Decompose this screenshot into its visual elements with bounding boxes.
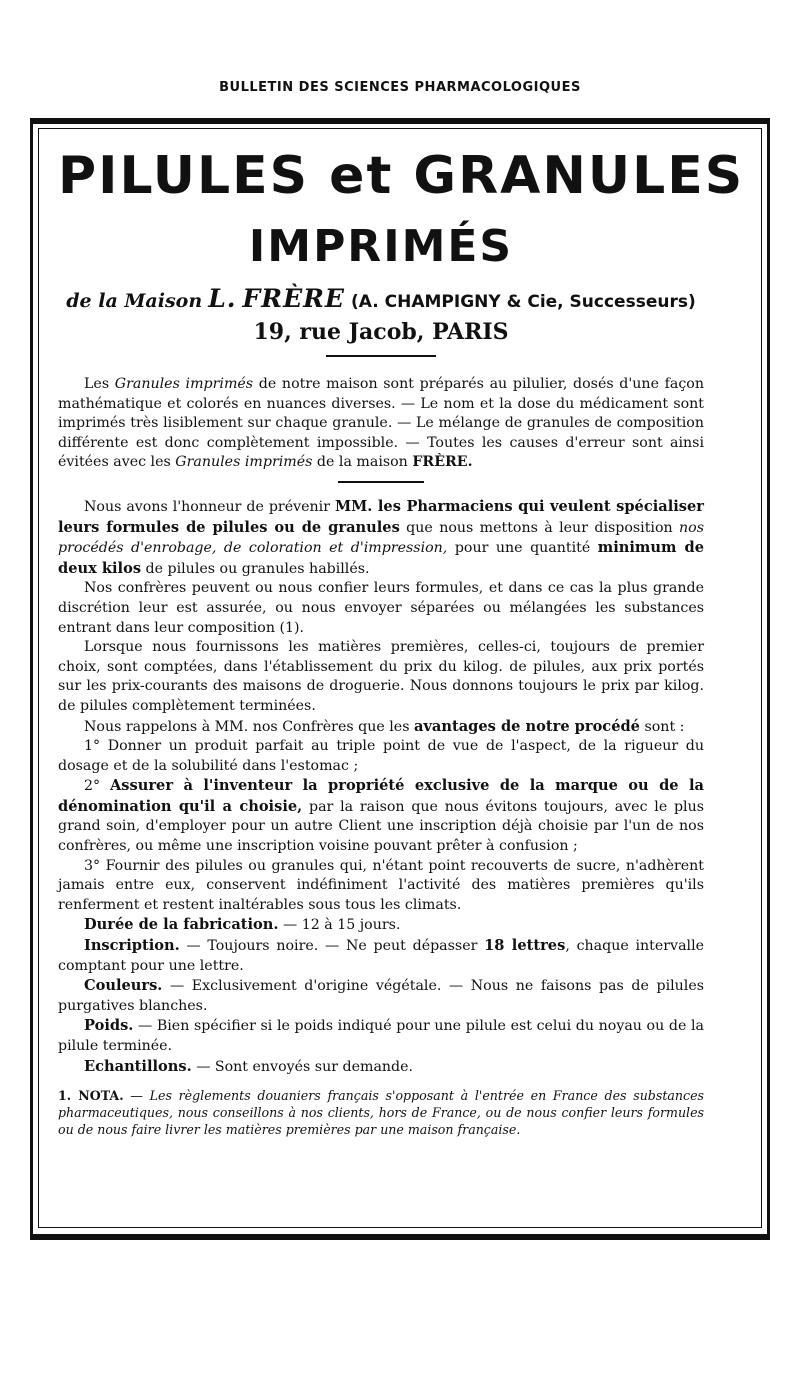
advantage-item-2 xyxy=(58,776,704,856)
intro-italic-2: Granules imprimés xyxy=(175,454,313,471)
advantage-item-3: 3° Fournir des pilules ou granules qui, n'étant point recouverts de sucre, n'adhèrent jamais entre eux, conservent indéfiniment l'activité des matières premières qu'ils renferment et restent inaltérables sous tous les climats. xyxy=(58,857,704,913)
intro-text-2: de notre maison sont préparés au pilulier, dosés d'une façon mathématique et colorés en nuances diverses. — Le nom et la dose du médicament sont imprimés très lisiblement sur chaque granule. — Le mélange de granules de composition différente est donc complètement impossible. — Toutes les causes d'erreur sont ainsi évitées avec les xyxy=(58,376,704,471)
inscription-text-2: , chaque intervalle comptant pour une lettre. xyxy=(58,938,705,974)
nota-label: 1. NOTA. xyxy=(58,1088,124,1104)
advantage-item-1: 1° Donner un produit parfait au triple point de vue de l'aspect, de la rigueur du dosage et de la solubilité dans l'estomac ; xyxy=(58,738,704,774)
couleurs-text: — Exclusivement d'origine végétale. — Nous ne faisons pas de pilules purgatives blanches. xyxy=(58,978,704,1014)
running-head: BULLETIN DES SCIENCES PHARMACOLOGIQUES xyxy=(219,80,581,95)
intro-italic-1: Granules imprimés xyxy=(114,376,254,392)
p4-text-1: Nous rappelons à MM. nos Confrères que les xyxy=(84,718,414,735)
p1-text-3: pour une quantité xyxy=(447,540,598,557)
p4-text-2: sont : xyxy=(639,718,685,735)
p1-italic-1: nos procédés d'enrobage, de coloration et d'impression, xyxy=(58,519,704,557)
poids-text: — Bien spécifier si le poids indiqué pour une pilule est celui du noyau ou de la pilule terminée. xyxy=(58,1018,704,1054)
intro-bold-1: FRÈRE. xyxy=(412,454,473,471)
item2-text-1: 2° xyxy=(84,778,110,795)
maison-prefix: de la Maison xyxy=(66,290,203,312)
paragraph-pharmaciens xyxy=(58,497,704,579)
maison-name: FRÈRE xyxy=(242,284,345,313)
advertisement-content xyxy=(58,140,745,1151)
couleurs-line xyxy=(58,976,704,1016)
echantillons-label: Echantillons. xyxy=(84,1057,192,1075)
echantillons-text: — Sont envoyés sur demande. xyxy=(191,1058,414,1075)
headline-line-1: PILULES et GRANULES xyxy=(58,146,745,206)
item2-text-2: par la raison que nous évitons toujours, avec le plus grand soin, d'employer pour un autre Client une inscription déjà choisie par l'un de nos confrères, ou même une inscription voisine pouvant prêter à confusion ; xyxy=(58,798,705,855)
intro-text-3: de la maison xyxy=(312,454,413,471)
p4-bold-1: avantages de notre procédé xyxy=(413,717,640,735)
echantillons-line xyxy=(58,1057,704,1078)
headline-line-2: IMPRIMÉS xyxy=(248,221,514,272)
nota-text: — Les règlements douaniers français s'opposant à l'entrée en France des substances pharmaceutiques, nous conseillons à nos clients, hors de France, ou de nous confier leurs formules ou de nous faire livrer les matières premières par une maison française. xyxy=(58,1088,704,1138)
paragraph-confreres: Nos confrères peuvent ou nous confier leurs formules, et dans ce cas la plus grande discrétion leur est assurée, ou nous envoyer séparées ou mélangées les substances entrant dans leur composition (1). xyxy=(58,580,704,636)
inscription-bold-1: 18 lettres xyxy=(484,937,566,955)
poids-label: Poids. xyxy=(84,1017,134,1035)
duree-text: — 12 à 15 jours. xyxy=(278,917,401,934)
footnote-nota xyxy=(58,1087,704,1138)
inscription-line xyxy=(58,936,704,976)
p1-text-2: que nous mettons à leur disposition xyxy=(399,519,680,536)
intro-paragraph xyxy=(58,375,704,473)
paragraph-avantages xyxy=(58,717,704,738)
address: 19, rue Jacob, PARIS xyxy=(253,319,509,345)
p1-bold-1: MM. les Pharmaciens qui veulent spécialiser leurs formules de pilules ou de granules xyxy=(58,497,704,536)
divider-rule-small xyxy=(338,481,424,483)
item2-bold-1: Assurer à l'inventeur la propriété exclusive de la marque ou de la dénomination qu'il a choisie, xyxy=(58,777,704,815)
p1-text-1: Nous avons l'honneur de prévenir xyxy=(84,498,335,515)
inscription-label: Inscription. xyxy=(84,937,180,955)
intro-text-1: Les xyxy=(84,376,115,392)
maison-line xyxy=(58,284,704,313)
p1-bold-2: minimum de deux kilos xyxy=(58,539,704,577)
p1-text-4: de pilules ou granules habillés. xyxy=(141,560,370,577)
inscription-text-1: — Toujours noire. — Ne peut dépasser xyxy=(179,938,485,955)
duree-label: Durée de la fabrication. xyxy=(84,916,279,934)
divider-rule xyxy=(326,355,436,357)
couleurs-label: Couleurs. xyxy=(84,977,163,995)
maison-initial: L. xyxy=(208,284,237,313)
paragraph-matieres: Lorsque nous fournissons les matières premières, celles-ci, toujours de premier choix, sont comptées, dans l'établissement du prix du kilog. de pilules, aux prix portés sur les prix-courants des maisons de droguerie. Nous donnons toujours le prix par kilog. de pilules complètement terminées. xyxy=(58,639,704,714)
duree-line xyxy=(58,915,704,936)
poids-line xyxy=(58,1016,704,1056)
maison-successors: (A. CHAMPIGNY & Cie, Successeurs) xyxy=(351,292,696,312)
